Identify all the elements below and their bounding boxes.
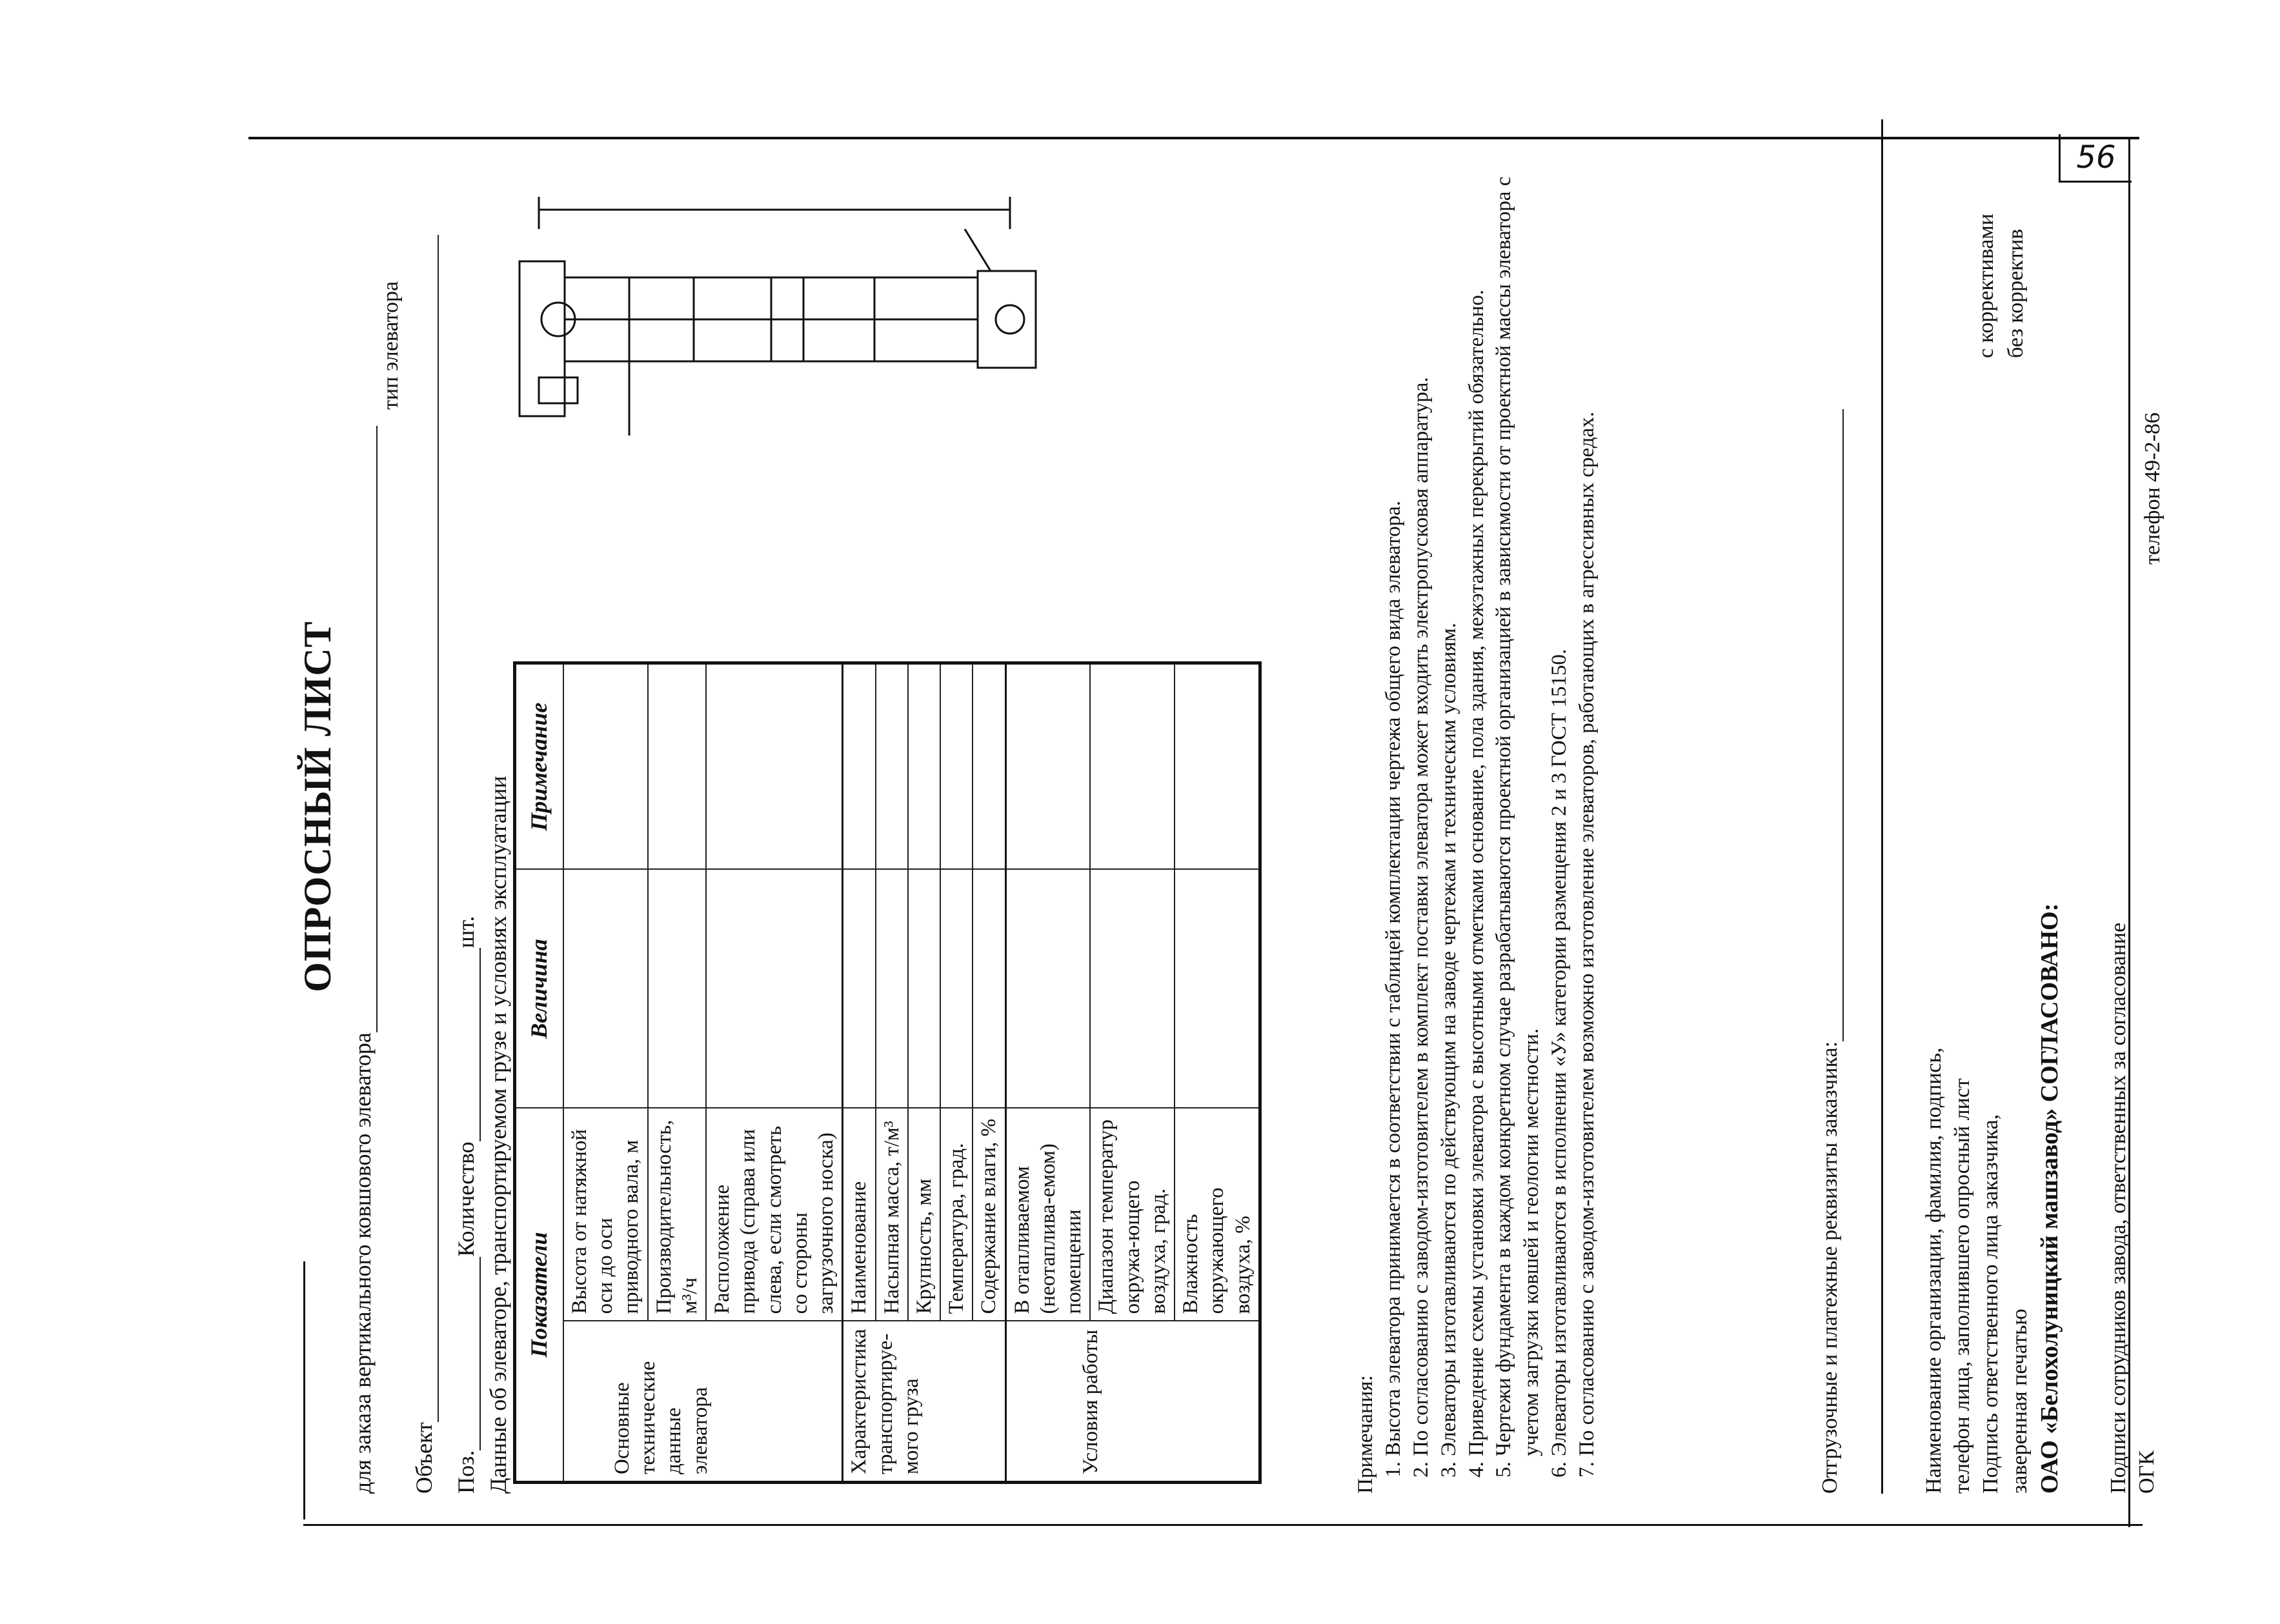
subtitle-blank	[356, 426, 378, 1032]
quantity-blank	[459, 948, 481, 1141]
object-row	[410, 235, 439, 1494]
drive-box	[539, 377, 578, 403]
approved-heading: ОАО «Белохолуницкий машзавод» СОГЛАСОВАНО:	[2035, 903, 2063, 1494]
table-cell: Наименование	[843, 1108, 876, 1321]
table-row	[1005, 663, 1090, 1483]
note-cell	[973, 663, 1005, 870]
col-header-note: Примечание	[515, 663, 563, 870]
note-cell	[876, 663, 908, 870]
signoff-line: Наименование организации, фамилия, подпись,	[1922, 1047, 1946, 1494]
table-cell: Температура, град.	[940, 1108, 973, 1321]
elevator-schematic	[500, 152, 1055, 513]
signatures-line: Подписи сотрудников завода, ответственных за согласование	[2106, 922, 2131, 1494]
page-number: 56	[2059, 134, 2132, 183]
note-item: 5. Чертежи фундамента в каждом конкретном случае разрабатываются проектной организацией в зависимости от проектной массы элеватора с учетом загрузки ковшей и геологии местности.	[1490, 119, 1546, 1456]
table-row	[843, 663, 876, 1483]
table-cell: Крупность, мм	[908, 1108, 940, 1321]
group-label-conditions: Условия работы	[1005, 1321, 1260, 1483]
requisites-blank	[1822, 409, 1844, 1041]
note-item: 1. Высота элеватора принимается в соответствии с таблицей комплектации чертежа общего вида элеватора.	[1380, 119, 1407, 1456]
elevator-type-label: тип элеватора	[379, 281, 403, 410]
signoff-line: заверенная печатью	[2007, 1308, 2032, 1494]
note-cell	[843, 663, 876, 870]
notes-section	[1352, 119, 1601, 1494]
elevator-boot	[978, 271, 1036, 368]
value-cell	[940, 870, 973, 1108]
value-cell	[876, 870, 908, 1108]
quantity-unit: шт.	[453, 916, 479, 948]
object-label: Объект	[411, 1422, 437, 1494]
table-cell: Производительность, м³/ч	[648, 1108, 707, 1321]
note-cell	[563, 663, 648, 870]
table-cell: Содержание влаги, %	[973, 1108, 1005, 1321]
object-blank	[416, 235, 439, 1422]
stamp-without-corrections: без корректив	[2003, 228, 2028, 358]
col-header-value: Величина	[515, 870, 563, 1108]
position-blank	[459, 1257, 481, 1450]
phone-number: телефон 49-2-86	[2141, 412, 2164, 565]
value-cell	[1090, 870, 1175, 1108]
note-cell	[940, 663, 973, 870]
value-cell	[648, 870, 707, 1108]
quantity-label: Количество	[453, 1141, 479, 1257]
requisites-label: Отгрузочные и платежные реквизиты заказчика:	[1818, 1041, 1842, 1494]
group-label-cargo: Характеристика транспортируе-мого груза	[843, 1321, 1005, 1483]
dept-label: ОГК	[2135, 1450, 2159, 1494]
group-label-tech: Основные технические данные элеватора	[563, 1321, 843, 1483]
note-cell	[1175, 663, 1260, 870]
note-item: 4. Приведение схемы установки элеватора с высотными отметками основание, пола здания, межэтажных перекрытий обязательно.	[1463, 119, 1491, 1456]
value-cell	[1175, 870, 1260, 1108]
note-cell	[1005, 663, 1090, 870]
table-row	[563, 663, 648, 1483]
approval-stamp-options	[1972, 214, 2031, 358]
parameters-table	[513, 661, 1262, 1484]
requisites-row	[1817, 409, 1844, 1494]
note-cell	[908, 663, 940, 870]
note-item: 6. Элеваторы изготавливаются в исполнении «У» категории размещения 2 и 3 ГОСТ 15150.	[1546, 119, 1573, 1456]
value-cell	[843, 870, 876, 1108]
signoff-line: Подпись ответственного лица заказчика,	[1979, 1114, 2003, 1494]
value-cell	[706, 870, 843, 1108]
value-cell	[973, 870, 1005, 1108]
data-heading: Данные об элеваторе, транспортируемом грузе и условиях эксплуатации	[485, 776, 511, 1494]
note-item: 3. Элеваторы изготавливаются по действующим на заводе чертежам и техническим условиям.	[1435, 119, 1463, 1456]
note-cell	[706, 663, 843, 870]
signoff-block	[1920, 119, 2162, 1494]
table-cell: Высота от натяжной оси до оси приводного вала, м	[563, 1108, 648, 1321]
loading-spout	[965, 229, 991, 271]
value-cell	[1005, 870, 1090, 1108]
subtitle	[348, 426, 378, 1494]
table-cell: Расположение привода (справа или слева, если смотреть со стороны загрузочного носка)	[706, 1108, 843, 1321]
col-header-indicators: Показатели	[515, 1108, 563, 1483]
signoff-line: телефон лица, заполнившего опросный лист	[1950, 1078, 1975, 1494]
table-header-row	[515, 663, 563, 1483]
page-title: ОПРОСНЫЙ ЛИСТ	[296, 621, 339, 992]
position-row	[452, 916, 481, 1494]
section-divider	[1881, 119, 1883, 1494]
frame-bottom-line	[303, 1524, 2143, 1526]
table-cell: Влажность окружающего воздуха, %	[1175, 1108, 1260, 1321]
stamp-with-corrections: с коррективами	[1974, 213, 1998, 358]
notes-list	[1380, 119, 1601, 1494]
note-cell	[648, 663, 707, 870]
table-cell: В отапливаемом (неотаплива-емом) помещении	[1005, 1108, 1090, 1321]
value-cell	[563, 870, 648, 1108]
note-cell	[1090, 663, 1175, 870]
note-item: 7. По согласованию с заводом-изготовителем возможно изготовление элеваторов, работающих в агрессивных средах.	[1573, 119, 1601, 1456]
tension-pulley	[996, 305, 1024, 334]
note-item: 2. По согласованию с заводом-изготовителем в комплект поставки элеватора может входить электропусковая аппаратура.	[1407, 119, 1435, 1456]
elevator-head	[520, 261, 565, 416]
table-cell: Диапазон температур окружа-ющего воздуха, град.	[1090, 1108, 1175, 1321]
rotated-document	[294, 119, 2164, 1494]
notes-heading: Примечания:	[1354, 1375, 1377, 1494]
position-label: Поз.	[453, 1450, 479, 1494]
value-cell	[908, 870, 940, 1108]
table-cell: Насыпная масса, т/м³	[876, 1108, 908, 1321]
subtitle-text: для заказа вертикального ковшового элеватора	[350, 1032, 376, 1494]
